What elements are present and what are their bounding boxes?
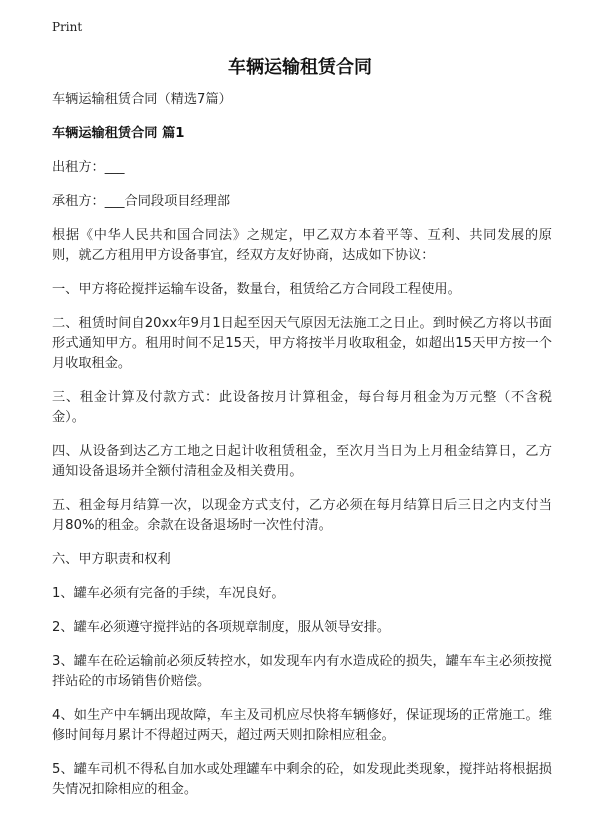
clause-6-item-4: 4、如生产中车辆出现故障，车主及司机应尽快将车辆修好，保证现场的正常施工。维修时间每月累计不得超过两天，超过两天则扣除相应租金。 — [52, 708, 552, 743]
clause-6-item-1: 1、罐车必须有完备的手续，车况良好。 — [52, 586, 285, 601]
clause-6-item-3: 3、罐车在砼运输前必须反转控水，如发现车内有水造成砼的损失，罐车车主必须按搅拌站砼的市场销售价赔偿。 — [52, 654, 552, 689]
clause-1: 一、甲方将砼搅拌运输车设备，数量台，租赁给乙方合同段工程使用。 — [52, 282, 461, 297]
intro-paragraph: 根据《中华人民共和国合同法》之规定，甲乙双方本着平等、互利、共同发展的原则，就乙方租用甲方设备事宜，经双方友好协商，达成如下协议： — [52, 228, 552, 263]
section-heading: 车辆运输租赁合同 篇1 — [52, 126, 185, 141]
clause-6-item-2: 2、罐车必须遵守搅拌站的各项规章制度，服从领导安排。 — [52, 620, 391, 635]
clause-2: 二、租赁时间自20xx年9月1日起至因天气原因无法施工之日止。到时候乙方将以书面形式通知甲方。租用时间不足15天，甲方将按半月收取租金，如超出15天甲方按一个月收取租金。 — [52, 316, 552, 371]
document-subtitle: 车辆运输租赁合同（精选7篇） — [52, 92, 232, 107]
clause-5: 五、租金每月结算一次，以现金方式支付，乙方必须在每月结算日后三日之内支付当月80%的租金。余款在设备退场时一次性付清。 — [52, 498, 552, 533]
clause-3: 三、租金计算及付款方式：此设备按月计算租金，每台每月租金为万元整（不含税金）。 — [52, 390, 552, 425]
document-body — [52, 90, 552, 814]
lessee-line: 承租方：___合同段项目经理部 — [52, 194, 231, 209]
clause-6-heading: 六、甲方职责和权利 — [52, 552, 171, 567]
lessor-line: 出租方：___ — [52, 160, 125, 175]
print-label: Print — [52, 20, 83, 34]
clause-4: 四、从设备到达乙方工地之日起计收租赁租金，至次月当日为上月租金结算日，乙方通知设备退场并全额付清租金及相关费用。 — [52, 444, 552, 479]
document-title: 车辆运输租赁合同 — [228, 57, 372, 78]
clause-6-item-5: 5、罐车司机不得私自加水或处理罐车中剩余的砼，如发现此类现象，搅拌站将根据损失情况扣除相应的租金。 — [52, 762, 552, 797]
